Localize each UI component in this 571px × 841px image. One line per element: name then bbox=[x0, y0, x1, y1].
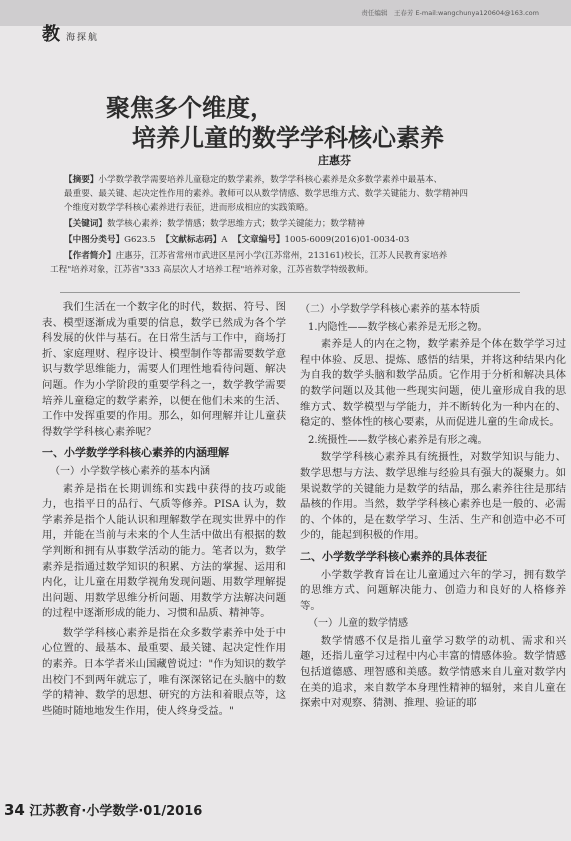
subsection-heading: （二）小学数学学科核心素养的基本特质 bbox=[300, 304, 480, 315]
abstract-label: 【摘要】 bbox=[64, 175, 99, 185]
keywords-label: 【关键词】 bbox=[64, 219, 107, 229]
paragraph: 素养是人的内在之物，数学素养是个体在数学学习过程中体验、反思、提炼、感悟的结果，并将这种结果内化为自我的数学头脑和数学品质。它作用于分析和解决具体的数学问题以及其他一些现实问题，使儿童形成自我的思维方式、数学模型与学能力，并不断转化为一种内在的、稳定的、整体性的核心要素，从而促进儿童的生命成长。 bbox=[300, 338, 566, 429]
author-bio-line-1: 【作者简介】庄惠芬，江苏省常州市武进区星河小学(江苏常州，213161)校长，江苏人民教育家培养 bbox=[64, 251, 448, 261]
paragraph: 素养是指在长期训练和实践中获得的技巧或能力，也指平日的品行、气质等修养。PISA 认为，数学素养是指个人能认识和理解数学在现实世界中的作用，并能在当前与未来的个人生活中做出有根据的数学判断和拥有从事数学活动的能力。笔者以为，数学素养是指通过数学知识的积累、方法的掌握、运用和内化，让儿童在用数学视角发现问题、用数学理解提出问题、用数学思维分析问题、用数学方法解决问题的过程中逐渐形成的能力、习惯和品质、精神等。 bbox=[42, 482, 286, 620]
paragraph: 数学情感不仅是指儿童学习数学的动机、需求和兴趣，还指儿童学习过程中内心丰富的情感体验。数学情感包括道德感、理智感和美感。数学情感来自儿童对数学内在美的追求，来自数学本身理性精神的辐射，来自儿童在探索中对观察、猜测、推理、验证的耶 bbox=[300, 634, 566, 710]
title-line-2: 培养儿童的数学学科核心素养 bbox=[132, 124, 444, 152]
paragraph: 小学数学教育旨在让儿童通过六年的学习，拥有数学的思维方式、问题解决能力、创造力和良好的人格修养等。 bbox=[300, 568, 566, 612]
author-bio-line-2: 工程"培养对象，江苏省"333 高层次人才培养工程"培养对象，江苏省数学特级教师。 bbox=[50, 265, 374, 275]
keywords: 数学核心素养；数学情感；数学思维方式；数学关键能力；数学精神 bbox=[106, 219, 365, 229]
section-sub: 海探航 bbox=[66, 33, 100, 43]
point-heading: 1.内隐性——数学核心素养是无形之物。 bbox=[308, 321, 488, 333]
page-number: 34 bbox=[4, 801, 25, 819]
meta-divider bbox=[60, 292, 520, 293]
classification-line: 【中图分类号】G623.5 【文献标志码】A 【文章编号】1005-6009(2016)01-0034-03 bbox=[64, 235, 410, 245]
point-heading: 2.统摄性——数学核心素养是有形之魂。 bbox=[308, 434, 488, 446]
abstract-line-3: 个维度对数学学科核心素养进行表征，进而形成相应的实践策略。 bbox=[64, 203, 314, 213]
abstract-line-2: 最重要、最关键、起决定性作用的素养。教师可以从数学情感、数学思维方式、数学关键能力、数学精神四 bbox=[64, 189, 468, 199]
author-name: 庄惠芬 bbox=[318, 154, 351, 167]
keywords-line bbox=[64, 218, 365, 231]
left-column bbox=[42, 300, 286, 719]
page-footer bbox=[4, 800, 202, 819]
title-line-1: 聚焦多个维度， bbox=[106, 94, 274, 122]
section-header bbox=[42, 20, 99, 46]
editor-line: 责任编辑 王春芳 E-mail:wangchunya120604@163.com bbox=[361, 9, 539, 17]
journal-name: 江苏教育·小学数学·01/2016 bbox=[29, 804, 203, 819]
author-bio-label: 【作者简介】 bbox=[64, 251, 116, 261]
paragraph: 我们生活在一个数字化的时代，数据、符号、图表、模型逐渐成为重要的信息，数学已然成为各个学科发展的伙伴与基石。在日常生活与工作中，商场打折、家庭理财、程序设计、模型制作等都需要数学意识与数学思维能力，需要人们理性地看待问题、解决问题。作为小学阶段的重要学科之一，数学教学需要培养儿童稳定的数学素养，以便在他们未来的生活、工作中发挥重要的作用。那么，如何理解并让儿童获得数学学科核心素养呢？ bbox=[42, 301, 286, 438]
subsection-heading: （一）小学数学核心素养的基本内涵 bbox=[50, 465, 210, 477]
section-main-char: 教 bbox=[42, 24, 66, 45]
right-column bbox=[300, 300, 566, 712]
paragraph: 数学学科核心素养具有统摄性，对数学知识与能力、数学思想与方法、数学思维与经验具有强大的凝聚力。如果说数学的关键能力是数学的结晶，那么素养往往是那结晶核的作用。当然，数学学科核心素养也是一般的、必需的、个体的，是在数学学习、生活、生产和创造中必不可少的，能起到积极的作用。 bbox=[300, 451, 566, 542]
paragraph: 数学学科核心素养是指在众多数学素养中处于中心位置的、最基本、最重要、最关键、起决定性作用的素养。日本学者米山国藏曾说过："作为知识的数学出校门不到两年就忘了，唯有深深铭记在头脑中的数学的精神、数学的思想、研究的方法和着眼点等，这些随时随地地发生作用，使人终身受益。" bbox=[42, 626, 286, 717]
abstract-line-1: 【摘要】小学数学教学需要培养儿童稳定的数学素养，数学学科核心素养是众多数学素养中最基本、 bbox=[64, 175, 443, 185]
section-heading: 二、小学数学学科核心素养的具体表征 bbox=[300, 549, 487, 563]
subsection-heading: （一）儿童的数学情感 bbox=[308, 618, 408, 630]
section-heading: 一、小学数学学科核心素养的内涵理解 bbox=[42, 446, 229, 460]
